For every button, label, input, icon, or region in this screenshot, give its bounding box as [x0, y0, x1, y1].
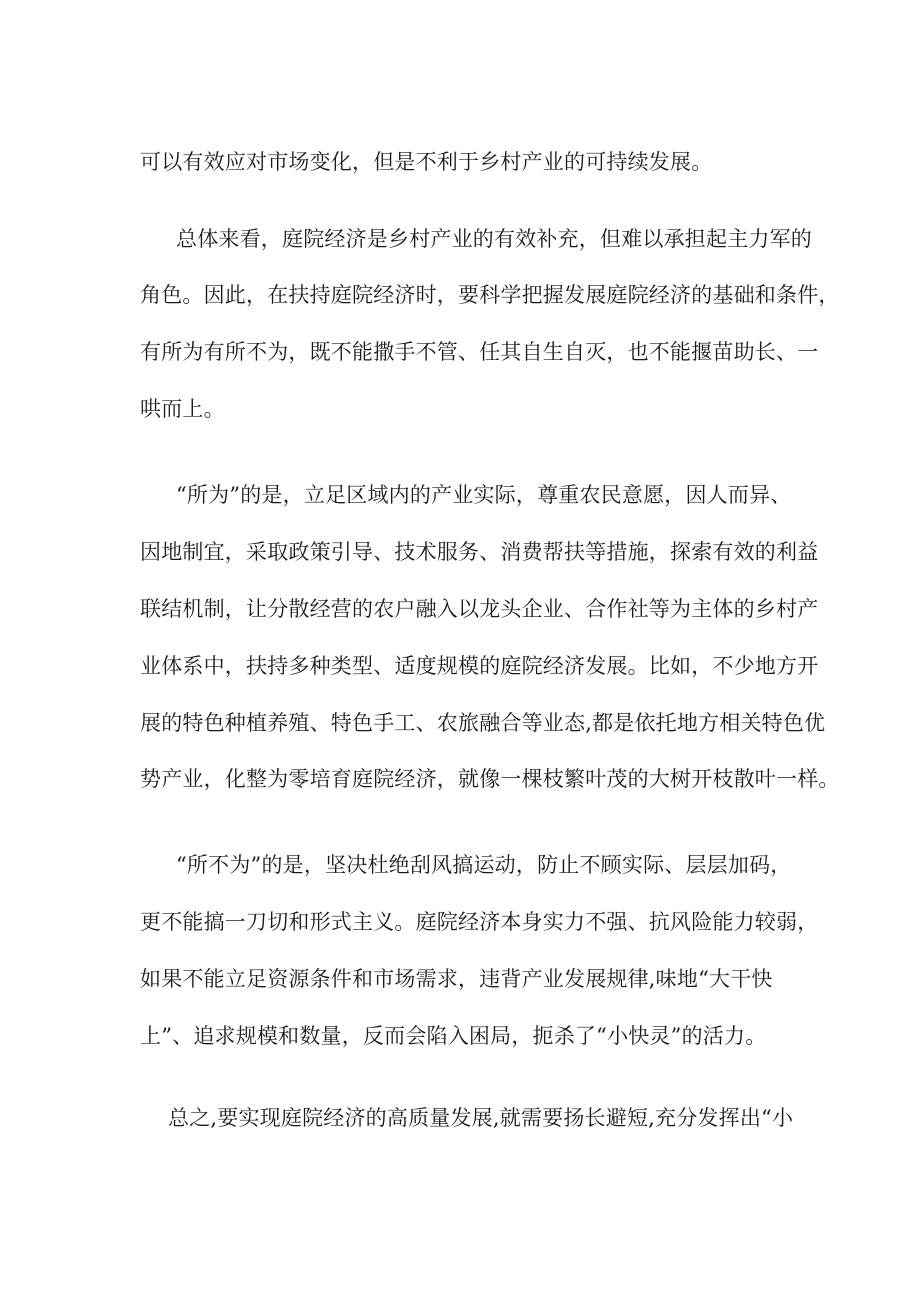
paragraph-line: 业体系中，扶持多种类型、适度规模的庭院经济发展。比如，不少地方开 — [140, 654, 819, 678]
paragraph-line: 角色。因此，在扶持庭院经济时，要科学把握发展庭院经济的基础和条件， — [140, 283, 840, 307]
paragraph-line: 更不能搞一刀切和形式主义。庭院经济本身实力不强、抗风险能力较弱， — [140, 910, 819, 934]
paragraph-line: “所不为”的是，坚决杜绝刮风搞运动，防止不顾实际、层层加码， — [176, 853, 792, 877]
paragraph-line: 如果不能立足资源条件和市场需求，违背产业发展规律,味地“大干快 — [140, 967, 773, 991]
paragraph-line: 上”、追求规模和数量，反而会陷入困局，扼杀了“小快灵”的活力。 — [140, 1024, 767, 1048]
paragraph-line: 总之,要实现庭院经济的高质量发展,就需要扬长避短,充分发挥出“小 — [168, 1106, 794, 1130]
paragraph-line: 势产业，化整为零培育庭院经济，就像一棵枝繁叶茂的大树开枝散叶一样。 — [140, 767, 840, 791]
paragraph-line: 因地制宜，采取政策引导、技术服务、消费帮扶等措施，探索有效的利益 — [140, 540, 819, 564]
paragraph-line: 总体来看，庭院经济是乡村产业的有效补充，但难以承担起主力军的 — [176, 227, 812, 251]
paragraph-line: 哄而上。 — [140, 397, 225, 421]
paragraph-line: 联结机制，让分散经营的农户融入以龙头企业、合作社等为主体的乡村产 — [140, 597, 819, 621]
paragraph-line: 有所为有所不为，既不能撒手不管、任其自生自灭，也不能揠苗助长、一 — [140, 340, 819, 364]
paragraph-line: “所为”的是，立足区域内的产业实际，尊重农民意愿，因人而异、 — [176, 483, 792, 507]
paragraph-line: 可以有效应对市场变化，但是不利于乡村产业的可持续发展。 — [140, 150, 713, 174]
paragraph-line: 展的特色种植养殖、特色手工、农旅融合等业态,都是依托地方相关特色优 — [140, 711, 826, 735]
